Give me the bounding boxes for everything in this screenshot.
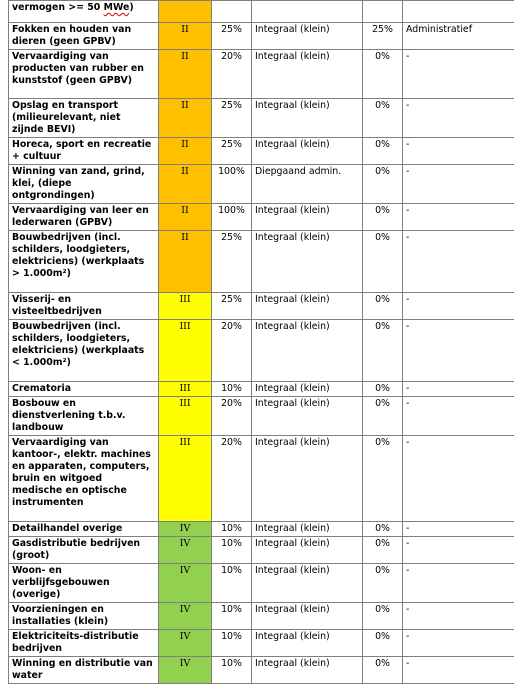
second-percentage-cell: 25%: [363, 23, 403, 50]
second-percentage-cell: 0%: [363, 436, 403, 522]
category-class-cell: III: [159, 397, 212, 436]
activity-name-cell: Winning en distributie van water: [9, 657, 159, 684]
activity-name-cell: Detailhandel overige: [9, 522, 159, 537]
table-row: [9, 603, 514, 630]
table-row: [9, 630, 514, 657]
second-percentage-cell: 0%: [363, 522, 403, 537]
table-row: [9, 99, 514, 138]
category-class-cell: II: [159, 231, 212, 293]
remark-cell: [403, 1, 514, 23]
method-cell: Integraal (klein): [252, 23, 363, 50]
category-table: [8, 0, 514, 684]
table-row: [9, 537, 514, 564]
category-class-cell: II: [159, 204, 212, 231]
activity-name-cell: Fokken en houden van dieren (geen GPBV): [9, 23, 159, 50]
table-body: [9, 1, 514, 684]
activity-name-cell: Voorzieningen en installaties (klein): [9, 603, 159, 630]
second-percentage-cell: 0%: [363, 564, 403, 603]
percentage-cell: 10%: [212, 564, 252, 603]
method-cell: Integraal (klein): [252, 630, 363, 657]
activity-name-cell: Winning van zand, grind, klei, (diepe ontgrondingen): [9, 165, 159, 204]
remark-cell: -: [403, 382, 514, 397]
percentage-cell: 10%: [212, 630, 252, 657]
category-class-cell: III: [159, 320, 212, 382]
percentage-cell: 25%: [212, 99, 252, 138]
table-row: [9, 165, 514, 204]
category-class-cell: IV: [159, 564, 212, 603]
table-row: [9, 564, 514, 603]
percentage-cell: 10%: [212, 537, 252, 564]
method-cell: [252, 1, 363, 23]
remark-cell: -: [403, 630, 514, 657]
remark-cell: -: [403, 50, 514, 99]
percentage-cell: 100%: [212, 165, 252, 204]
method-cell: Integraal (klein): [252, 436, 363, 522]
percentage-cell: 10%: [212, 522, 252, 537]
percentage-cell: 20%: [212, 397, 252, 436]
remark-cell: -: [403, 397, 514, 436]
second-percentage-cell: 0%: [363, 382, 403, 397]
method-cell: Integraal (klein): [252, 138, 363, 165]
method-cell: Integraal (klein): [252, 537, 363, 564]
table-row: [9, 522, 514, 537]
method-cell: Integraal (klein): [252, 564, 363, 603]
second-percentage-cell: 0%: [363, 537, 403, 564]
second-percentage-cell: 0%: [363, 99, 403, 138]
method-cell: Diepgaand admin.: [252, 165, 363, 204]
activity-name-cell: Crematoria: [9, 382, 159, 397]
activity-name-cell: vermogen >= 50 MWe): [9, 1, 159, 23]
method-cell: Integraal (klein): [252, 397, 363, 436]
table-row: [9, 382, 514, 397]
table-row: [9, 1, 514, 23]
activity-name-cell: Bosbouw en dienstverlening t.b.v. landbouw: [9, 397, 159, 436]
remark-cell: -: [403, 564, 514, 603]
activity-name-cell: Horeca, sport en recreatie + cultuur: [9, 138, 159, 165]
activity-name-cell: Woon- en verblijfsgebouwen (overige): [9, 564, 159, 603]
remark-cell: -: [403, 293, 514, 320]
remark-cell: -: [403, 436, 514, 522]
remark-cell: -: [403, 165, 514, 204]
activity-name-cell: Elektriciteits-distributie bedrijven: [9, 630, 159, 657]
second-percentage-cell: 0%: [363, 657, 403, 684]
method-cell: Integraal (klein): [252, 231, 363, 293]
activity-name-cell: Visserij- en visteeltbedrijven: [9, 293, 159, 320]
percentage-cell: 10%: [212, 382, 252, 397]
remark-cell: -: [403, 657, 514, 684]
percentage-cell: 10%: [212, 657, 252, 684]
activity-name-cell: Opslag en transport (milieurelevant, niet zijnde BEVI): [9, 99, 159, 138]
percentage-cell: 25%: [212, 138, 252, 165]
activity-name-cell: Bouwbedrijven (incl. schilders, loodgieters, elektriciens) (werkplaats < 1.000m²): [9, 320, 159, 382]
category-class-cell: II: [159, 165, 212, 204]
second-percentage-cell: 0%: [363, 293, 403, 320]
table-row: [9, 436, 514, 522]
remark-cell: -: [403, 138, 514, 165]
category-class-cell: IV: [159, 522, 212, 537]
category-class-cell: IV: [159, 630, 212, 657]
remark-cell: -: [403, 537, 514, 564]
method-cell: Integraal (klein): [252, 293, 363, 320]
activity-name-cell: Bouwbedrijven (incl. schilders, loodgieters, elektriciens) (werkplaats > 1.000m²): [9, 231, 159, 293]
method-cell: Integraal (klein): [252, 204, 363, 231]
category-class-cell: IV: [159, 657, 212, 684]
percentage-cell: 100%: [212, 204, 252, 231]
percentage-cell: 25%: [212, 293, 252, 320]
activity-name-cell: Vervaardiging van leer en lederwaren (GPBV): [9, 204, 159, 231]
second-percentage-cell: 0%: [363, 320, 403, 382]
category-class-cell: IV: [159, 603, 212, 630]
table-row: [9, 231, 514, 293]
table-row: [9, 50, 514, 99]
method-cell: Integraal (klein): [252, 382, 363, 397]
table-row: [9, 293, 514, 320]
category-class-cell: [159, 1, 212, 23]
method-cell: Integraal (klein): [252, 522, 363, 537]
second-percentage-cell: 0%: [363, 231, 403, 293]
category-class-cell: III: [159, 293, 212, 320]
category-class-cell: II: [159, 99, 212, 138]
method-cell: Integraal (klein): [252, 603, 363, 630]
method-cell: Integraal (klein): [252, 50, 363, 99]
second-percentage-cell: 0%: [363, 603, 403, 630]
remark-cell: -: [403, 204, 514, 231]
remark-cell: Administratief: [403, 23, 514, 50]
activity-name-cell: Vervaardiging van producten van rubber en kunststof (geen GPBV): [9, 50, 159, 99]
second-percentage-cell: 0%: [363, 138, 403, 165]
remark-cell: -: [403, 320, 514, 382]
method-cell: Integraal (klein): [252, 320, 363, 382]
percentage-cell: 25%: [212, 23, 252, 50]
category-class-cell: II: [159, 138, 212, 165]
activity-name-cell: Vervaardiging van kantoor-, elektr. machines en apparaten, computers, bruin en witgoed medische en optische instrumenten: [9, 436, 159, 522]
percentage-cell: 20%: [212, 320, 252, 382]
category-class-cell: II: [159, 50, 212, 99]
second-percentage-cell: [363, 1, 403, 23]
table-row: [9, 320, 514, 382]
category-class-cell: IV: [159, 537, 212, 564]
remark-cell: -: [403, 231, 514, 293]
second-percentage-cell: 0%: [363, 397, 403, 436]
second-percentage-cell: 0%: [363, 204, 403, 231]
percentage-cell: 25%: [212, 231, 252, 293]
percentage-cell: 20%: [212, 436, 252, 522]
percentage-cell: [212, 1, 252, 23]
method-cell: Integraal (klein): [252, 99, 363, 138]
second-percentage-cell: 0%: [363, 50, 403, 99]
remark-cell: -: [403, 603, 514, 630]
remark-cell: -: [403, 522, 514, 537]
remark-cell: -: [403, 99, 514, 138]
table-row: [9, 138, 514, 165]
method-cell: Integraal (klein): [252, 657, 363, 684]
table-row: [9, 657, 514, 684]
spellcheck-underline: MWe: [103, 2, 130, 13]
table-row: [9, 397, 514, 436]
percentage-cell: 20%: [212, 50, 252, 99]
activity-name-cell: Gasdistributie bedrijven (groot): [9, 537, 159, 564]
table-row: [9, 23, 514, 50]
percentage-cell: 10%: [212, 603, 252, 630]
table-row: [9, 204, 514, 231]
category-class-cell: III: [159, 436, 212, 522]
category-class-cell: III: [159, 382, 212, 397]
second-percentage-cell: 0%: [363, 630, 403, 657]
second-percentage-cell: 0%: [363, 165, 403, 204]
category-class-cell: II: [159, 23, 212, 50]
